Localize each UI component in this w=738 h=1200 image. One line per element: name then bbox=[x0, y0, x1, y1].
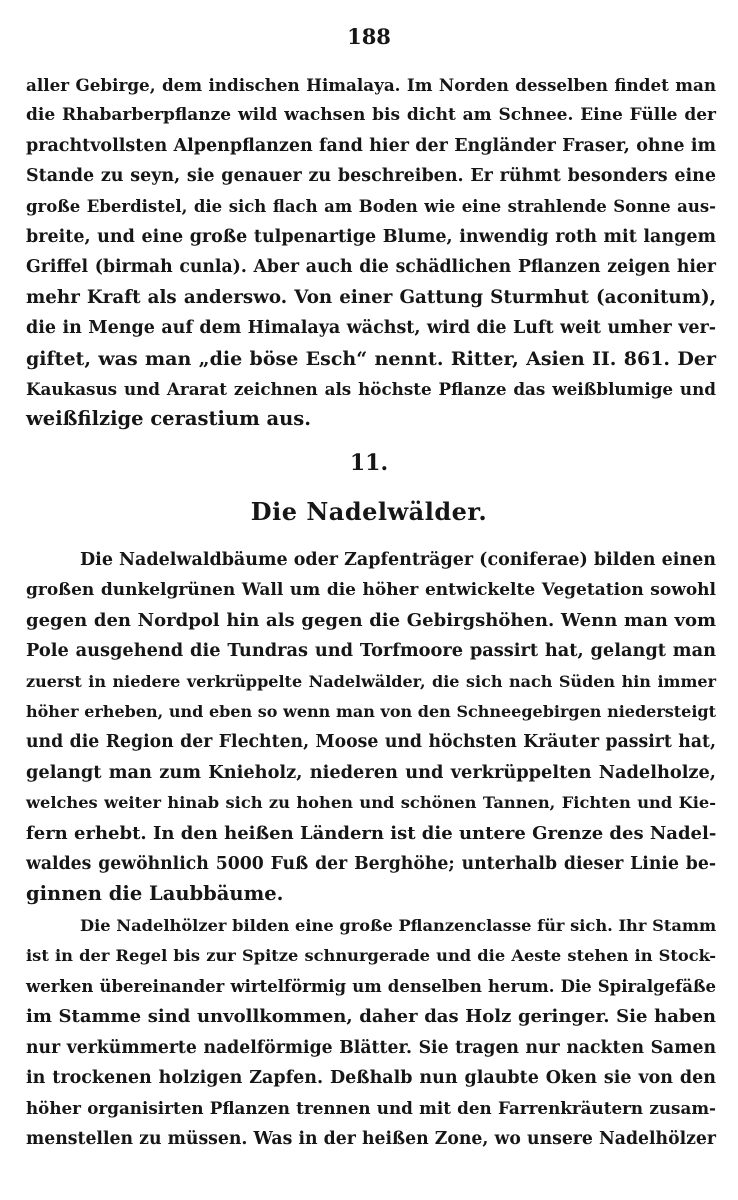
text-line: im Stamme sind unvollkommen, daher das Holz geringer. Sie haben bbox=[26, 1006, 716, 1028]
text-line: Die Nadelwaldbäume oder Zapfenträger (coniferae) bilden einen bbox=[80, 550, 716, 570]
text-line: welches weiter hinab sich zu hohen und schönen Tannen, Fichten und Kie- bbox=[26, 793, 716, 813]
text-line: zuerst in niedere verkrüppelte Nadelwälder, die sich nach Süden hin immer bbox=[26, 671, 716, 691]
text-line: die Rhabarberpflanze wild wachsen bis dicht am Schnee. Eine Fülle der bbox=[26, 105, 716, 126]
text-line: gelangt man zum Knieholz, niederen und verkrüppelten Nadelholze, bbox=[26, 761, 716, 783]
text-line: werken übereinander wirtelförmig um denselben herum. Die Spiralgefäße bbox=[26, 976, 716, 996]
text-line: Stande zu seyn, sie genauer zu beschreiben. Er rühmt besonders eine bbox=[26, 166, 716, 187]
paragraph-2 bbox=[26, 911, 716, 1154]
text-line: ist in der Regel bis zur Spitze schnurgerade und die Aeste stehen in Stock- bbox=[26, 946, 716, 966]
section-title: Die Nadelwälder. bbox=[250, 497, 488, 526]
paragraph-1 bbox=[26, 545, 716, 910]
text-line: großen dunkelgrünen Wall um die höher entwickelte Vegetation sowohl bbox=[26, 580, 716, 601]
section-number: 11. bbox=[349, 450, 389, 476]
text-line: weißfilzige cerastium aus. bbox=[26, 407, 312, 431]
text-line: höher erheben, und eben so wenn man von den Schneegebirgen niedersteigt bbox=[26, 701, 716, 721]
text-line: in trockenen holzigen Zapfen. Deßhalb nun glaubte Oken sie von den bbox=[26, 1067, 716, 1088]
text-line: giftet, was man „die böse Esch“ nennt. Ritter, Asien II. 861. Der bbox=[26, 347, 716, 370]
text-line: mehr Kraft als anderswo. Von einer Gattung Sturmhut (aconitum), bbox=[26, 286, 716, 308]
text-line: und die Region der Flechten, Moose und höchsten Kräuter passirt hat, bbox=[26, 732, 716, 753]
text-line: die in Menge auf dem Himalaya wächst, wird die Luft weit umher ver- bbox=[26, 318, 716, 339]
text-line: ginnen die Laubbäume. bbox=[26, 882, 284, 906]
text-line: Die Nadelhölzer bilden eine große Pflanzenclasse für sich. Ihr Stamm bbox=[80, 916, 717, 935]
text-line: fern erhebt. In den heißen Ländern ist die untere Grenze des Nadel- bbox=[26, 822, 717, 844]
text-line: große Eberdistel, die sich flach am Boden wie eine strahlende Sonne aus- bbox=[26, 196, 716, 216]
text-line: aller Gebirge, dem indischen Himalaya. Im Norden desselben findet man bbox=[26, 75, 716, 95]
text-line: Kaukasus und Ararat zeichnen als höchste Pflanze das weißblumige und bbox=[26, 378, 716, 399]
text-line: menstellen zu müssen. Was in der heißen Zone, wo unsere Nadelhölzer bbox=[26, 1128, 716, 1149]
text-line: gegen den Nordpol hin als gegen die Gebirgshöhen. Wenn man vom bbox=[26, 609, 716, 631]
page-number: 188 bbox=[347, 24, 391, 49]
text-line: Griffel (birmah cunla). Aber auch die schädlichen Pflanzen zeigen hier bbox=[26, 257, 716, 278]
text-line: nur verkümmerte nadelförmige Blätter. Sie tragen nur nackten Samen bbox=[26, 1037, 716, 1058]
text-line: breite, und eine große tulpenartige Blume, inwendig roth mit langem bbox=[26, 226, 716, 247]
intro-paragraph bbox=[26, 70, 716, 435]
text-line: höher organisirten Pflanzen trennen und mit den Farrenkräutern zusam- bbox=[26, 1098, 716, 1119]
text-line: Pole ausgehend die Tundras und Torfmoore passirt hat, gelangt man bbox=[26, 640, 716, 662]
text-line: waldes gewöhnlich 5000 Fuß der Berghöhe; unterhalb dieser Linie be- bbox=[26, 853, 716, 874]
text-line: prachtvollsten Alpenpflanzen fand hier der Engländer Fraser, ohne im bbox=[26, 135, 716, 156]
